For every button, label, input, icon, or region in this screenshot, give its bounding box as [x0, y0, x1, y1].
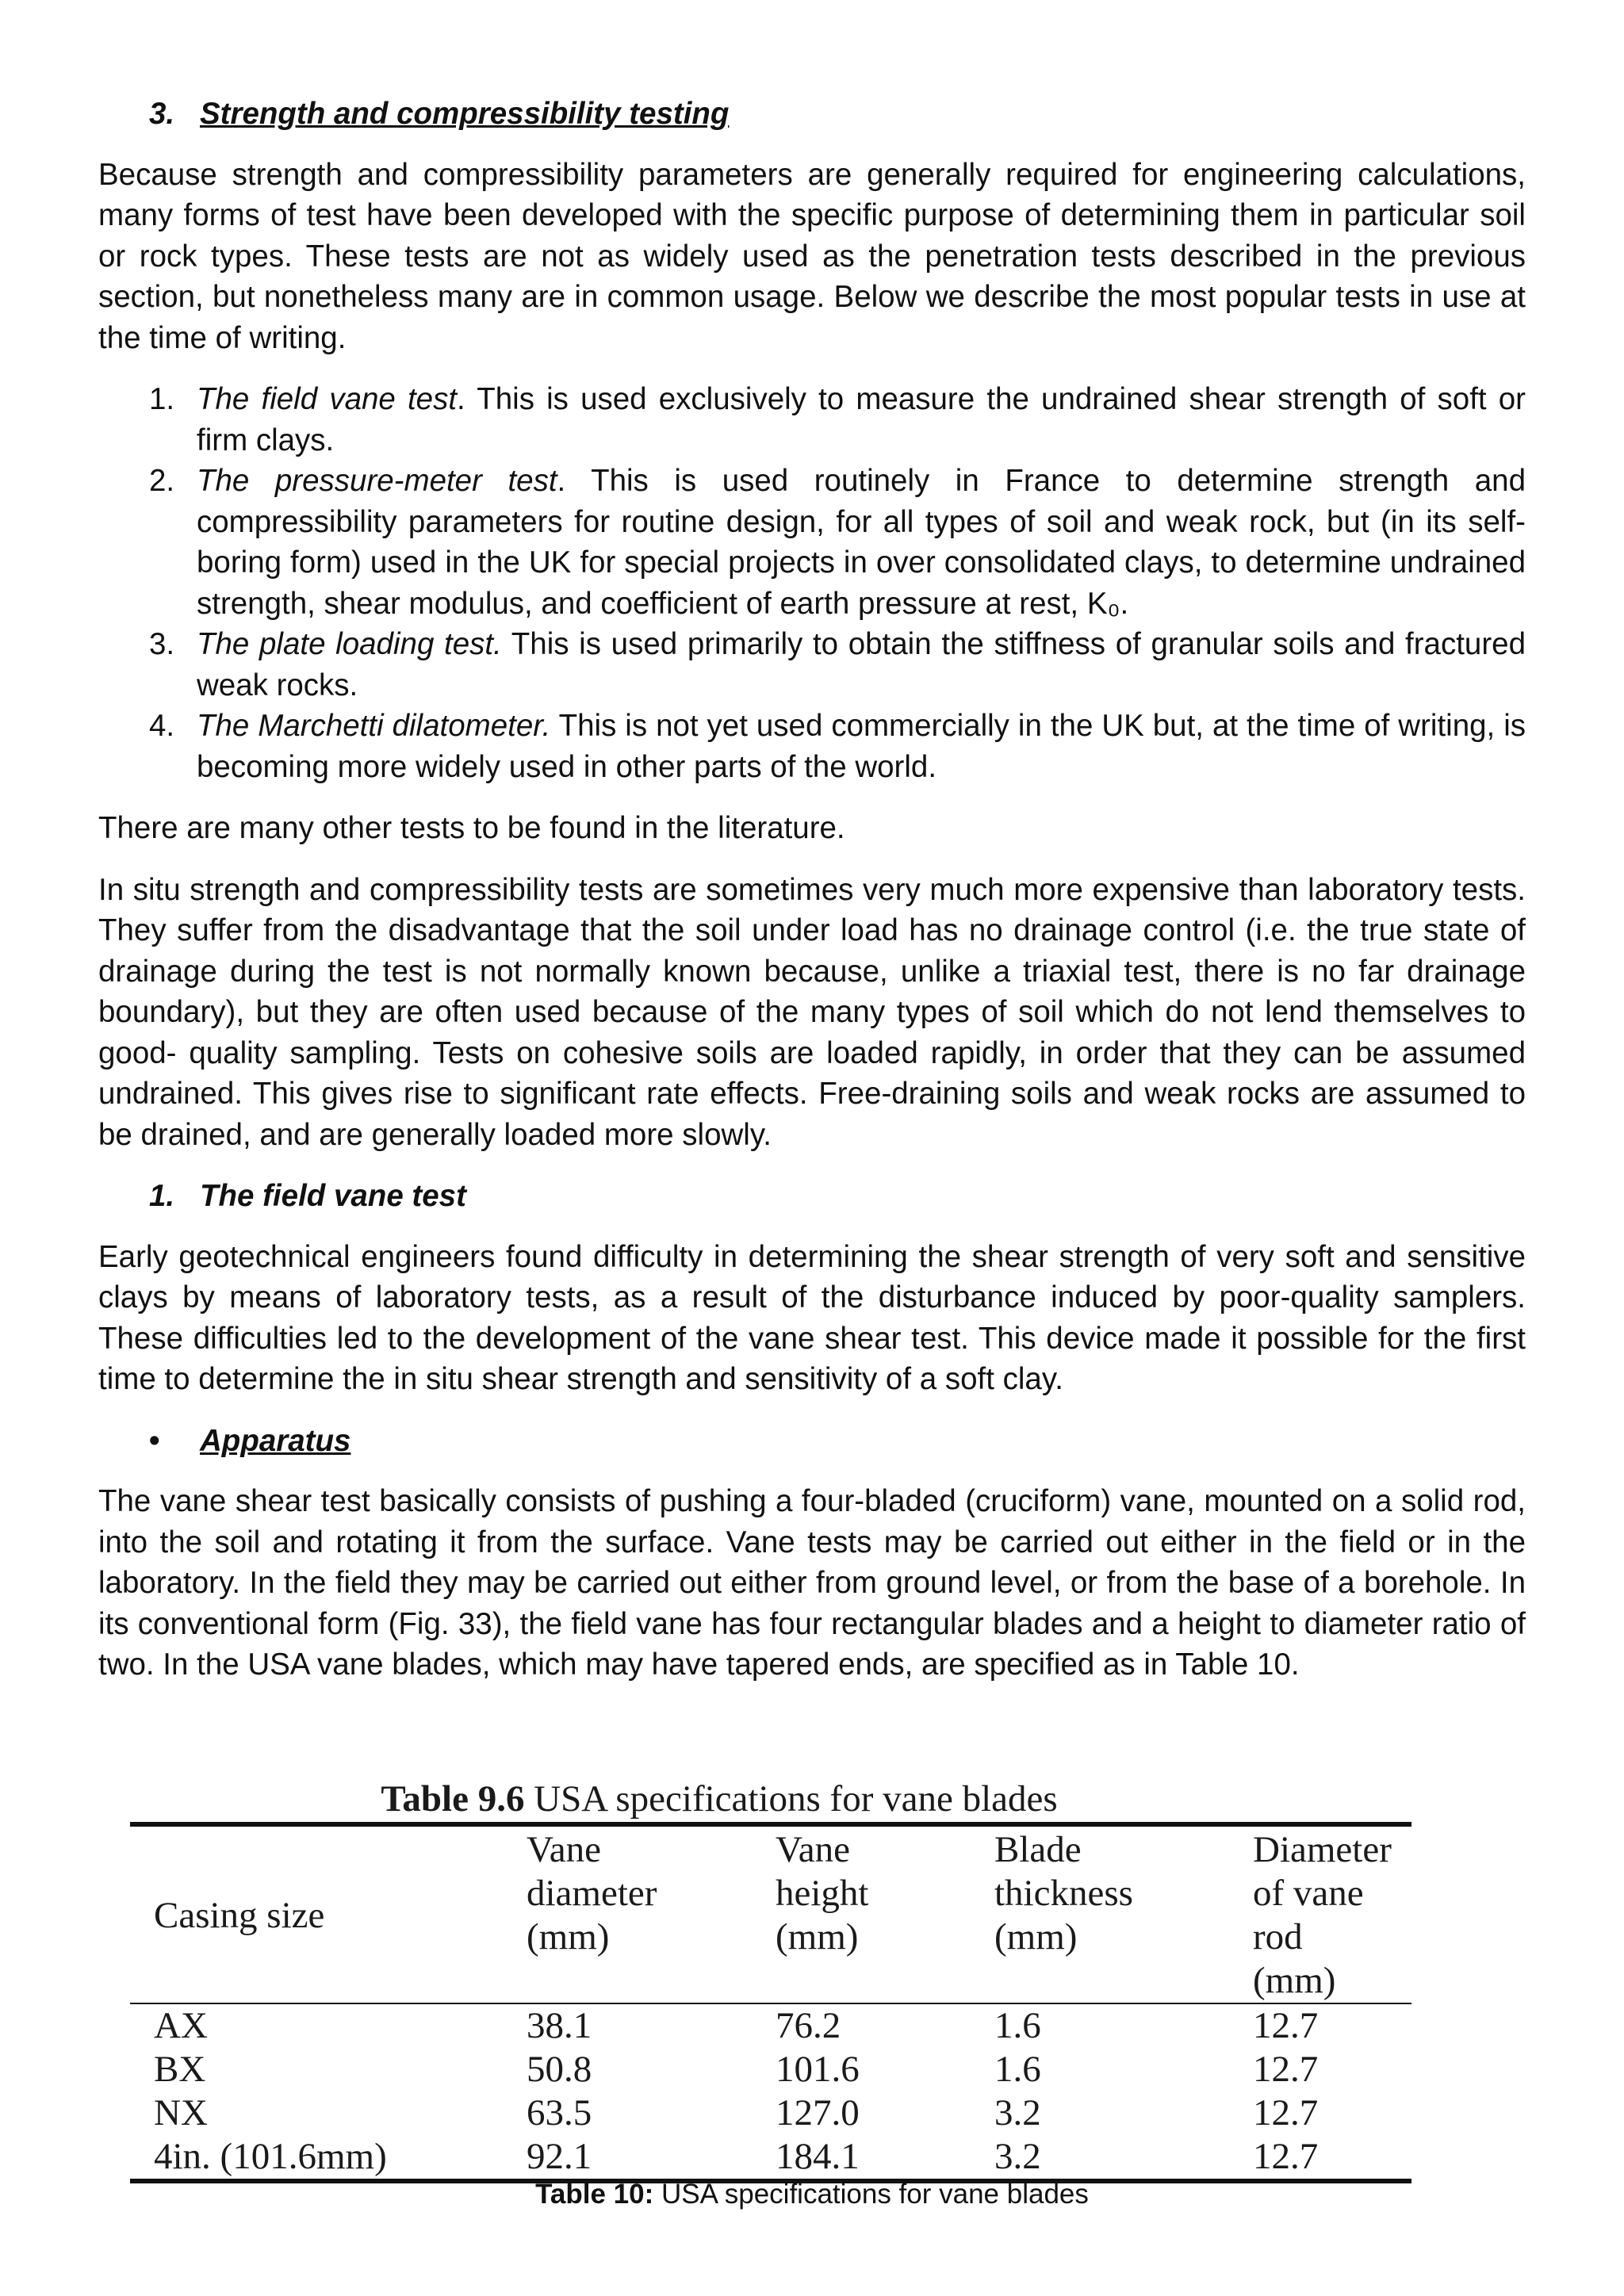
table-cell: 76.2 — [776, 2005, 841, 2046]
table-caption: Table 10: USA specifications for vane blades — [535, 2179, 1089, 2210]
table-cell: 1.6 — [994, 2049, 1041, 2090]
list-item: 3. The plate loading test. This is used primarily to obtain the stiffness of granular soils and fractured weak rocks. — [149, 627, 1526, 702]
section-number: 3. — [149, 97, 175, 131]
subsection-number: 1. — [149, 1179, 175, 1213]
table-cell: 92.1 — [503, 2135, 752, 2181]
column-header: Casing size — [154, 1894, 325, 1936]
table-cell: 3.2 — [971, 2135, 1229, 2181]
in-situ-paragraph: In situ strength and compressibility tests are sometimes very much more expensive than laboratory tests. They suffer from the disadvantage that the soil under load has no drainage control (i.e. the true state of drainage during the test is not normally known because, unlike a triaxial test, there is no far drainage boundary), but they are often used because of the many types of soil which do not lend themselves to good- quality sampling. Tests on cohesive soils are loaded rapidly, in order that they can be assumed undrained. This gives rise to significant rate effects. Free-draining soils and weak rocks are assumed to be drained, and are generally loaded more slowly. — [98, 872, 1526, 1152]
list-item: 1. The field vane test. This is used exclusively to measure the undrained shear strength of soft or firm clays. — [149, 382, 1526, 457]
table-cell: 1.6 — [994, 2005, 1041, 2046]
table-header-row — [130, 1824, 1411, 2003]
table-row — [130, 2135, 1411, 2181]
column-header: Vane height (mm) — [776, 1829, 869, 1957]
list-item: 4. The Marchetti dilatometer. This is not yet used commercially in the UK but, at the time of writing, is becoming more widely used in other parts of the world. — [149, 709, 1526, 784]
table-cell: NX — [154, 2092, 208, 2133]
spec-table — [130, 1822, 1411, 2183]
apparatus-heading — [98, 1421, 1526, 1462]
table-cell: 101.6 — [776, 2049, 860, 2090]
apparatus-title: Apparatus — [200, 1423, 351, 1458]
section-title: Strength and compressibility testing — [200, 97, 730, 131]
apparatus-paragraph: The vane shear test basically consists of pushing a four-bladed (cruciform) vane, mounted on a solid rod, into the soil and rotating it from the surface. Vane tests may be carried out either in the field or in the laboratory. In the field they may be carried out either from ground level, or from the base of a borehole. In its conventional form (Fig. 33), the field vane has four rectangular blades and a height to diameter ratio of two. In the USA vane blades, which may have tapered ends, are specified as in Table 10. — [98, 1484, 1526, 1682]
subsection-title: The field vane test — [200, 1179, 466, 1213]
table-cell: 38.1 — [527, 2005, 592, 2046]
vane-intro-paragraph: Early geotechnical engineers found difficulty in determining the shear strength of very soft and sensitive clays by means of laboratory tests, as a result of the disturbance induced by poor-quality samplers. These difficulties led to the development of the vane shear test. This device made it possible for the first time to determine the in situ shear strength and sensitivity of a soft clay. — [98, 1239, 1526, 1396]
table-cell: 12.7 — [1253, 2092, 1319, 2133]
table-cell: 63.5 — [527, 2092, 592, 2133]
column-header: Vane diameter (mm) — [527, 1829, 657, 1957]
column-header: Diameter of vane rod (mm) — [1253, 1829, 1392, 2001]
table-cell: BX — [154, 2049, 206, 2090]
subsection-heading — [98, 1176, 1526, 1217]
column-header: Blade thickness (mm) — [994, 1829, 1133, 1957]
other-tests-paragraph: There are many other tests to be found in the literature. — [98, 811, 845, 845]
table-cell: 3.2 — [994, 2092, 1041, 2133]
bullet-icon: • — [149, 1423, 160, 1458]
spec-table-figure — [130, 1779, 1411, 2183]
list-item: 2. The pressure-meter test. This is used routinely in France to determine strength and compressibility parameters for routine design, for all types of soil and weak rock, but (in its self-boring form) used in the UK for special projects in over consolidated clays, to determine undrained strength, shear modulus, and coefficient of earth pressure at rest, K₀. — [149, 464, 1526, 621]
intro-paragraph: Because strength and compressibility parameters are generally required for engineering calculations, many forms of test have been developed with the specific purpose of determining them in particular soil or rock types. These tests are not as widely used as the penetration tests described in the previous section, but nonetheless many are in common usage. Below we describe the most popular tests in use at the time of writing. — [98, 157, 1526, 355]
table-title: Table 9.6 USA specifications for vane blades — [381, 1778, 1058, 1820]
section-heading — [98, 94, 1526, 135]
test-list — [98, 379, 1526, 787]
document-page — [98, 94, 1526, 1706]
table-cell: 4in. (101.6mm) — [130, 2135, 503, 2181]
table-row — [130, 2003, 1411, 2048]
table-row — [130, 2091, 1411, 2135]
table-row — [130, 2048, 1411, 2091]
table-cell: 12.7 — [1229, 2135, 1411, 2181]
table-cell: 12.7 — [1253, 2049, 1319, 2090]
table-cell: 12.7 — [1253, 2005, 1319, 2046]
table-cell: AX — [154, 2005, 208, 2046]
table-cell: 50.8 — [527, 2049, 592, 2090]
table-cell: 184.1 — [752, 2135, 971, 2181]
table-cell: 127.0 — [776, 2092, 860, 2133]
